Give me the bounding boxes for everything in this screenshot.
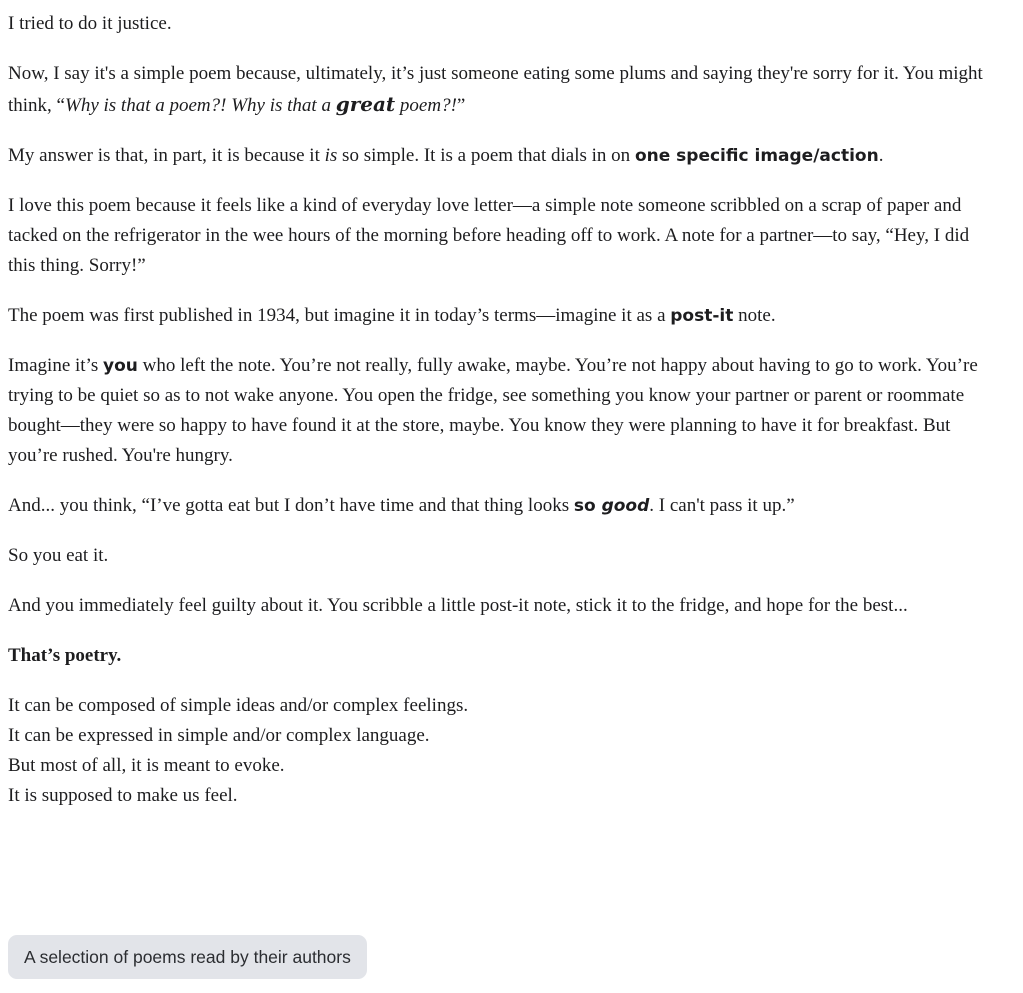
emphasis-good: good (601, 496, 650, 516)
paragraph-guilty: And you immediately feel guilty about it. You scribble a little post-it note, stick it to the fridge, and hope for the best... (8, 595, 908, 616)
text: Now, I say it's a simple poem because, ultimately, it’s just someone eating some plums and saying they're sorry for it. You might think, “ (8, 63, 983, 116)
closing-line: It can be expressed in simple and/or complex language. (8, 725, 430, 746)
closing-line: It can be composed of simple ideas and/or complex feelings. (8, 695, 469, 716)
italic-question (65, 92, 457, 116)
text: who left the note. You’re not really, fully awake, maybe. You’re not happy about having to go to work. You’re trying to be quiet so as to not wake anyone. You open the fridge, see something you know your partner or parent or roommate bought—they were so happy to have found it at the store, maybe. You know they were planning to have it for breakfast. But you’re rushed. You're hungry. (8, 355, 978, 466)
article-body (8, 9, 998, 831)
closing-line: It is supposed to make us feel. (8, 785, 238, 806)
paragraph-imagine (8, 351, 998, 471)
paragraph-thats-poetry: That’s poetry. (8, 645, 122, 666)
emphasis-one-specific: one specific image/action (634, 146, 879, 166)
text: . I can't pass it up.” (649, 495, 795, 516)
paragraph-simple-poem (8, 59, 998, 121)
text: Imagine it’s (8, 355, 103, 376)
text: so simple. It is a poem that dials in on (337, 145, 635, 166)
text: And... you think, “I’ve gotta eat but I don’t have time and that thing looks (8, 495, 574, 516)
text: My answer is that, in part, it is because it (8, 145, 325, 166)
emphasis-you: you (102, 356, 138, 376)
paragraph-intro: I tried to do it justice. (8, 13, 172, 34)
text: poem?! (395, 95, 457, 116)
text: note. (733, 305, 776, 326)
paragraph-so-good (8, 491, 998, 521)
paragraph-love-letter: I love this poem because it feels like a kind of everyday love letter—a simple note someone scribbled on a scrap of paper and tacked on the refrigerator in the wee hours of the morning before heading off to work. A note for a partner—to say, “Hey, I did this thing. Sorry!” (8, 195, 970, 276)
paragraph-answer (8, 141, 998, 171)
paragraph-closing (8, 691, 998, 811)
closing-line: But most of all, it is meant to evoke. (8, 755, 285, 776)
paragraph-published (8, 301, 998, 331)
emphasis-is: is (324, 145, 338, 166)
emphasis-great: great (335, 92, 396, 116)
poems-selection-button[interactable]: A selection of poems read by their authors (8, 935, 367, 979)
paragraph-eat-it: So you eat it. (8, 545, 109, 566)
text: . (878, 145, 884, 166)
text: ” (456, 95, 466, 116)
emphasis-so: so (573, 496, 602, 516)
text: The poem was first published in 1934, but imagine it in today’s terms—imagine it as a (8, 305, 671, 326)
text: Why is that a poem?! Why is that a (65, 95, 336, 116)
emphasis-post-it: post-it (670, 306, 734, 326)
